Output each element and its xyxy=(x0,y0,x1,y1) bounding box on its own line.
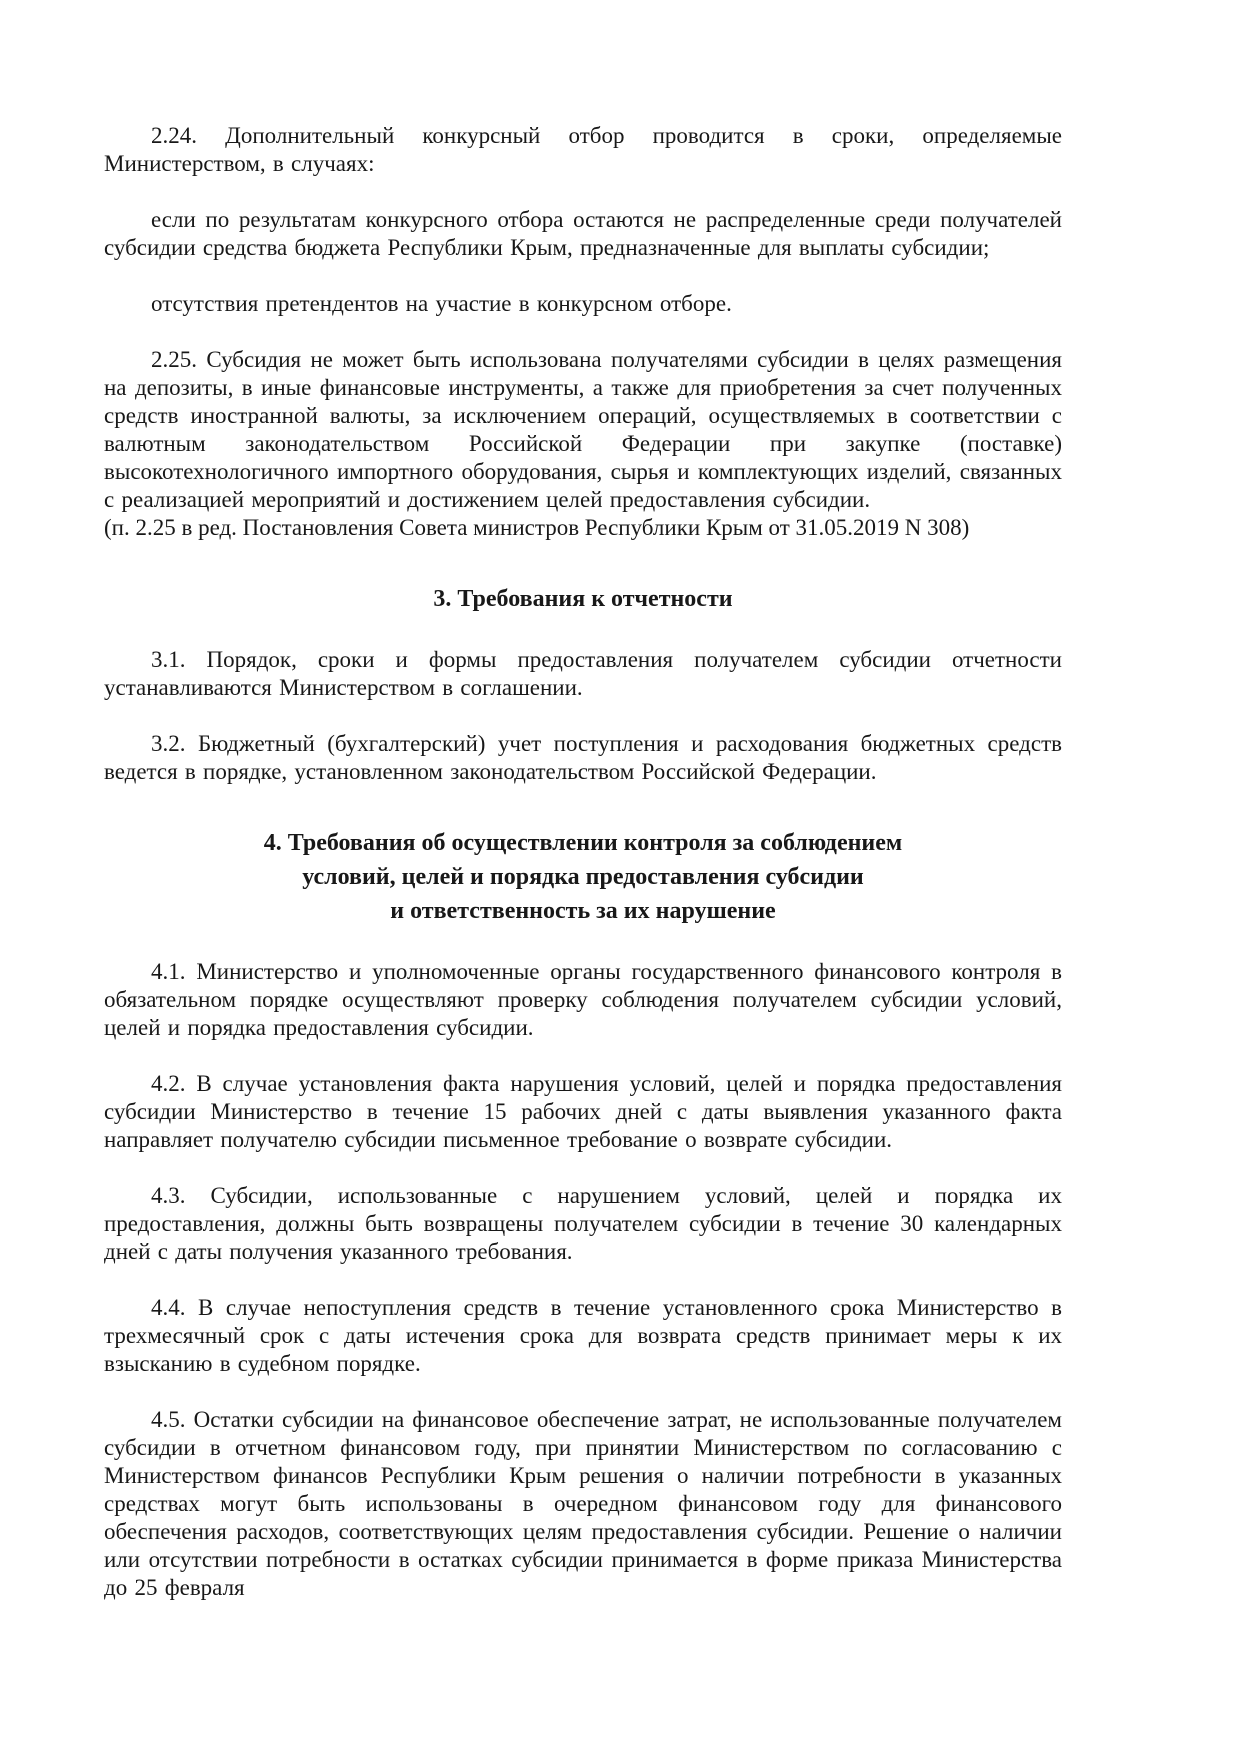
paragraph-no-applicants: отсутствия претендентов на участие в конкурсном отборе. xyxy=(151,291,732,316)
amendment-note-2-25: (п. 2.25 в ред. Постановления Совета министров Республики Крым от 31.05.2019 N 308) xyxy=(104,515,970,540)
paragraph-4-4: 4.4. В случае непоступления средств в течение установленного срока Министерство в трехмесячный срок с даты истечения срока для возврата средств принимает меры к их взысканию в судебном порядке. xyxy=(104,1295,1062,1376)
section-heading-3: 3. Требования к отчетности xyxy=(433,586,733,612)
section-heading-4-line-1: 4. Требования об осуществлении контроля за соблюдением xyxy=(263,830,903,856)
paragraph-3-1: 3.1. Порядок, сроки и формы предоставления получателем субсидии отчетности устанавливаются Министерством в соглашении. xyxy=(104,647,1062,700)
paragraph-if-results-remain: если по результатам конкурсного отбора остаются не распределенные среди получателей субсидии средства бюджета Республики Крым, предназначенные для выплаты субсидии; xyxy=(104,207,1062,260)
paragraph-4-2: 4.2. В случае установления факта нарушения условий, целей и порядка предоставления субсидии Министерство в течение 15 рабочих дней с даты выявления указанного факта направляет получателю субсидии письменное требование о возврате субсидии. xyxy=(104,1071,1062,1152)
section-heading-4-line-2: условий, целей и порядка предоставления субсидии xyxy=(302,864,864,890)
paragraph-4-1: 4.1. Министерство и уполномоченные органы государственного финансового контроля в обязательном порядке осуществляют проверку соблюдения получателем субсидии условий, целей и порядка предоставления субсидии. xyxy=(104,959,1062,1040)
section-heading-4-line-3: и ответственность за их нарушение xyxy=(390,898,776,924)
paragraph-2-24: 2.24. Дополнительный конкурсный отбор проводится в сроки, определяемые Министерством, в случаях: xyxy=(104,123,1062,176)
paragraph-4-5: 4.5. Остатки субсидии на финансовое обеспечение затрат, не использованные получателем субсидии в отчетном финансовом году, при принятии Министерством по согласованию с Министерством финансов Республики Крым решения о наличии потребности в указанных средствах могут быть использованы в очередном финансовом году для финансового обеспечения расходов, соответствующих целям предоставления субсидии. Решение о наличии или отсутствии потребности в остатках субсидии принимается в форме приказа Министерства до 25 февраля xyxy=(104,1407,1062,1600)
paragraph-4-3: 4.3. Субсидии, использованные с нарушением условий, целей и порядка их предоставления, должны быть возвращены получателем субсидии в течение 30 календарных дней с даты получения указанного требования. xyxy=(104,1183,1062,1264)
paragraph-3-2: 3.2. Бюджетный (бухгалтерский) учет поступления и расходования бюджетных средств ведется в порядке, установленном законодательством Российской Федерации. xyxy=(104,731,1062,784)
paragraph-2-25: 2.25. Субсидия не может быть использована получателями субсидии в целях размещения на депозиты, в иные финансовые инструменты, а также для приобретения за счет полученных средств иностранной валюты, за исключением операций, осуществляемых в соответствии с валютным законодательством Российской Федерации при закупке (поставке) высокотехнологичного импортного оборудования, сырья и комплектующих изделий, связанных с реализацией мероприятий и достижением целей предоставления субсидии. xyxy=(104,347,1062,512)
section-heading-4 xyxy=(104,826,1062,928)
